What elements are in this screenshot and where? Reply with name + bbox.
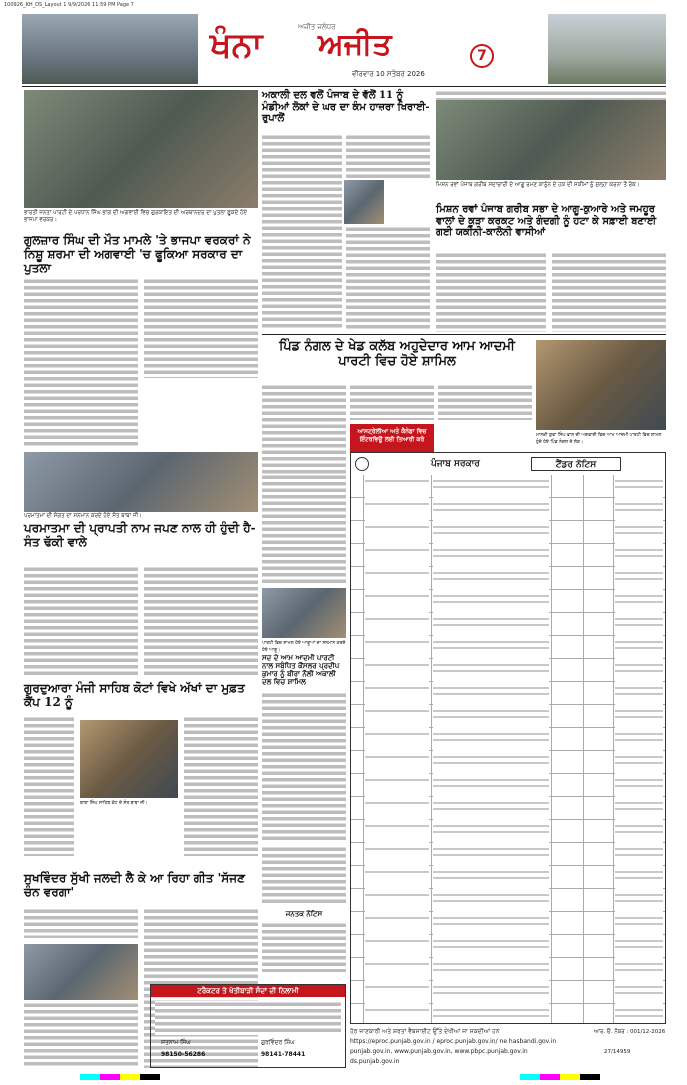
masthead-subtitle: ਅਜੀਤ ਜਲੰਧਰ <box>298 23 336 31</box>
photo-effigy-burning <box>24 90 258 208</box>
color-registration-bar-right <box>520 1074 600 1080</box>
article-text-song-1 <box>24 908 138 938</box>
article-text-mission-1 <box>436 252 546 332</box>
caption-nangal-club: ਮਾਨਕੀ ਯੁਵਾ ਸਿੰਘ ਵਾਲ ਦੀ ਅਗਵਾਈ ਵਿਚ ਆਮ ਆਦਮੀ ਪਾਰਟੀ ਵਿਚ ਸ਼ਾਮਲ ਹੁੰਦੇ ਹੋਏ ਪਿੰਡ ਨੰਗਲ ਦੇ ਲੋਕ। <box>536 433 662 445</box>
headline-public-notice: ਜਨਤਕ ਨੋਟਿਸ <box>285 909 323 918</box>
tender-footer-line: ਹੋਰ ਜਾਣਕਾਰੀ ਅਤੇ ਸ਼ਰਤਾਂ ਵੈਬਸਾਈਟ ਉੱਤੇ ਦੇਖੀਆਂ ਜਾ ਸਕਦੀਆਂ ਹਨ <box>350 1028 500 1035</box>
tender-table <box>351 475 665 1023</box>
caption-eye-camp: ਬਾਬਾ ਸਿੰਘ ਸਾਹਿਬ ਕੋਟ ਦੇ ਸੰਤ ਬਾਬਾ ਜੀ। <box>80 801 148 806</box>
article-text-nangal-4 <box>262 474 346 584</box>
tender-website-1: https://eproc.punjab.gov.in / eproc.punjab.gov.in/ ne hasbandi.gov.in <box>350 1038 557 1045</box>
photo-eye-camp <box>80 720 178 798</box>
article-text-nangal-3 <box>438 384 532 420</box>
article-text-sant-1 <box>24 566 138 676</box>
article-text-akali-2 <box>346 134 430 180</box>
headline-eye-camp: ਗੁਰਦੁਆਰਾ ਮੰਜੀ ਸਾਹਿਬ ਕੋਟਾਂ ਵਿਖੇ ਅੱਖਾਂ ਦਾ ਮੁਫ਼ਤ ਕੈਂਪ 12 ਨੂੰ <box>24 681 245 709</box>
tender-ro-number-2: 27/14959 <box>604 1049 631 1055</box>
headline-nangal-club: ਪਿੰਡ ਨੰਗਲ ਦੇ ਖੇਡ ਕਲੱਬ ਅਹੁਦੇਦਾਰ ਆਮ ਆਦਮੀ ਪਾਰਟੀ ਵਿਚ ਹੋਏ ਸ਼ਾਮਿਲ <box>279 339 515 369</box>
punjab-seal-icon <box>355 457 369 471</box>
tractor-contact-1: ਸਤਨਾਮ ਸਿੰਘ <box>161 1039 191 1046</box>
article-text-akali-1 <box>262 134 342 330</box>
ad-immigration: ਆਸਟ੍ਰੇਲੀਆ ਅਤੇ ਕੈਨੇਡਾ ਵਿਚ ਇੰਟਰਵਿਊ ਲਈ ਤਿਆਰੀ ਕਰੋ <box>350 424 434 468</box>
color-registration-bar <box>80 1074 160 1080</box>
article-text-effigy-1 <box>24 278 138 448</box>
headline-akali: ਅਕਾਲੀ ਦਲ ਵਲੋਂ ਪੰਜਾਬ ਦੇ ਵੱਲੋਂ 11 ਨੂੰ ਮੰਡੀਆਂ ਲੋਕਾਂ ਦੇ ਘਰ ਦਾ ਕੰਮ ਹਾਜ਼ਰਾ ਖਿਰਾਈ- ਰੁਪਾਲੋਂ <box>262 90 430 124</box>
article-text-councillor <box>262 692 346 842</box>
caption-party-joining: ਪਾਰਟੀ ਵਿਚ ਸ਼ਾਮਲ ਹੋਏ ਆਗੂਆਂ ਦਾ ਸਨਮਾਨ ਕਰਦੇ ਹੋਏ ਆਗੂ। <box>262 641 346 653</box>
print-slug: 100926_KH_DS_Layout 1 9/9/2026 11:59 PM Page 7 <box>4 2 134 8</box>
photo-singer <box>24 944 138 1000</box>
headline-sant: ਪਰਮਾਤਮਾ ਦੀ ਪ੍ਰਾਪਤੀ ਨਾਮ ਜਪਣ ਨਾਲ ਹੀ ਹੁੰਦੀ ਹੈ- ਸੰਤ ਢੱਕੀ ਵਾਲੇ <box>24 521 256 549</box>
masthead-city: ਖੰਨਾ <box>210 25 263 65</box>
article-text-effigy-2 <box>144 278 258 378</box>
tender-title: ਟੈਂਡਰ ਨੋਟਿਸ <box>531 457 621 471</box>
tractor-auction-head: ਟਰੈਕਟਰ ਤੇ ਖੇਤੀਬਾੜੀ ਸੰਦਾਂ ਦੀ ਨਿਲਾਮੀ <box>151 985 345 997</box>
headline-song: ਸੁਖਵਿੰਦਰ ਸੁੱਖੀ ਜਲਦੀ ਲੈ ਕੇ ਆ ਰਿਹਾ ਗੀਤ 'ਸੱਜਣ ਚੰਨ ਵਰਗਾ' <box>24 871 245 899</box>
tractor-phone-2: 98141-78441 <box>261 1051 306 1058</box>
article-text-councillor-2 <box>262 846 346 906</box>
header-photo-temple <box>548 14 666 84</box>
header-rule <box>22 86 666 87</box>
article-text-eye-camp-1 <box>24 716 74 856</box>
caption-sant: ਪਰਮਾਤਮਾ ਦੀ ਸੰਗਤ ਦਾ ਸਨਮਾਨ ਕਰਦੇ ਹੋਏ ਸੰਤ ਬਾਬਾ ਜੀ। <box>24 513 142 519</box>
tender-govt: ਪੰਜਾਬ ਸਰਕਾਰ <box>431 459 480 469</box>
ad-tractor-auction <box>150 984 346 1068</box>
header-photo-left <box>22 14 198 84</box>
tractor-contact-2: ਗੁਰਵਿੰਦਰ ਸਿੰਘ <box>261 1039 295 1046</box>
article-text-mission-2 <box>552 252 666 332</box>
headline-effigy: ਗੁਲਜ਼ਾਰ ਸਿੰਘ ਦੀ ਮੌਤ ਮਾਮਲੇ 'ਤੇ ਭਾਜਪਾ ਵਰਕਰਾਂ ਨੇ ਨਿਸ਼ੂ ਸ਼ਰਮਾ ਦੀ ਅਗਵਾਈ 'ਚ ਫੂਕਿਆ ਸਰਕਾਰ ਦਾ ਪੁਤਲਾ <box>24 233 251 275</box>
tender-notice <box>350 452 666 1024</box>
article-text-akali-3 <box>346 226 430 330</box>
masthead <box>200 22 500 84</box>
article-text-eye-camp-2 <box>184 716 258 856</box>
section-rule <box>262 334 666 335</box>
caption-mission-rawan: ਮਿਸ਼ਨ ਰਵਾਂ ਪੰਜਾਬ ਗਰੀਬ ਸਦਾਚਾਰੀ ਦੇ ਆਗੂ ਰਮਣ ਕਾਨੂੰਨ ਦੇ ਹਕ ਦੀ ਸਕੀਮਾਂ ਨੂੰ ਸੁਲ੍ਹਾ ਕਰਨਾ ਤੋਂ ਰੋਕ। <box>436 182 640 188</box>
article-text-sant-2 <box>144 566 258 676</box>
masthead-name: ਅਜੀਤ <box>318 27 392 62</box>
tender-website-3: ds.punjab.gov.in <box>350 1058 400 1065</box>
photo-mission-rawan <box>436 100 666 180</box>
photo-akali-leader <box>344 180 384 224</box>
article-text-nangal-2 <box>350 384 434 420</box>
photo-nangal-club <box>536 340 666 430</box>
tractor-phone-1: 98150-56286 <box>161 1051 206 1058</box>
tender-ro-number: ਆਰ. ਓ. ਨੰਬਰ : 001/12-2026 <box>594 1029 666 1035</box>
photo-sant <box>24 452 258 512</box>
article-text-song-3 <box>24 1002 138 1068</box>
headline-councillor: ਸਦ ਦੇ ਆਮ ਆਦਮੀ ਪਾਰਟੀ ਨਾਲ ਸਬੰਧਿਤ ਕੌਂਸਲਰ ਪ੍ਰਦੀਪ ਕੁਮਾਰ ਨੂੰ ਬੀਰਾ ਨੌਲੀ ਅਕਾਲੀ ਦਲ ਵਿਚ ਸ਼ਾਮਿਲ <box>262 653 340 687</box>
photo-party-joining <box>262 588 346 638</box>
caption-effigy: ਭਾਰਤੀ ਜਨਤਾ ਪਾਰਟੀ ਦੇ ਪਰਧਾਨ ਸਿੰਘ ਭਾਗ ਦੀ ਅਗਵਾਈ ਵਿਚ ਗੁਰਕਾਇਤ ਦੀ ਅਰਥਾਨਦਰ ਦਾ ਪੁਤਲਾ ਫੂਕਦੇ ਹੋਏ ਭਾਜਪਾ ਵਰਕਰ। <box>24 210 248 223</box>
page-number: 7 <box>470 44 494 68</box>
headline-mission-rawan: ਮਿਸ਼ਨ ਰਵਾਂ ਪੰਜਾਬ ਗਰੀਬ ਸਭਾ ਦੇ ਆਗੂ-ਕੁਆਰੇ ਅਤੇ ਜਮਹੂਰ ਵਾਲਾਂ ਦੇ ਕੂੜਾ ਕਰਕਟ ਅਤੇ ਗੰਦਗੀ ਨੂੰ ਹਟਾ ਕੇ ਸਫ਼ਾਈ ਬਣਾਈ ਗਈ ਯਕੀਨੀ-ਕਾਲੋਨੀ ਵਾਸੀਆਂ <box>436 204 657 238</box>
masthead-date: ਵੀਰਵਾਰ 10 ਸਤੰਬਰ 2026 <box>352 70 425 78</box>
tractor-auction-text <box>155 1001 341 1035</box>
tender-website-2: punjab.gov.in, www.punjab.gov.in, www.pbpc.punjab.gov.in <box>350 1048 528 1055</box>
article-text-public-notice <box>262 922 346 972</box>
